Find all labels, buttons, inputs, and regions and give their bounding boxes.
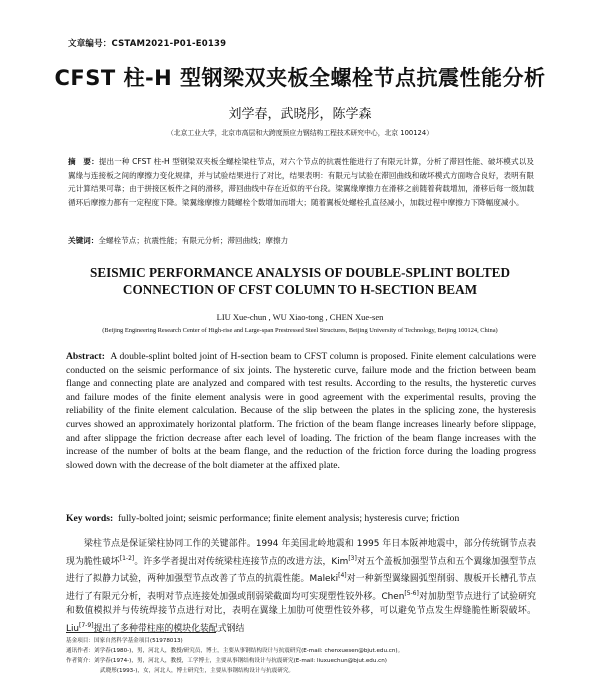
chinese-keywords-text: 全螺栓节点；抗震性能；有限元分析；滞回曲线；摩擦力 [98,236,289,245]
footnote-fund: 基金项目：国家自然科学基金项目(51978013) [66,638,183,644]
english-title-line-2: CONNECTION OF CFST COLUMN TO H-SECTION BEAM [122,282,478,297]
english-title [40,264,560,298]
chinese-title: CFST 柱-H 型钢梁双夹板全螺栓节点抗震性能分析 [54,66,546,90]
citation-ref: [3] [348,554,357,562]
english-abstract [66,350,536,472]
article-number: 文章编号：CSTAM2021-P01-E0139 [68,39,227,49]
body-text-segment: 。许多学者提出对传统梁柱连接节点的改进方法，Kim [134,556,349,567]
chinese-keywords-label: 关键词： [68,236,99,245]
english-keywords-label: Key words: [66,513,114,524]
english-keywords-text: fully-bolted joint; seismic performance; finite element analysis; hysteresis curve; friction [117,513,460,524]
footnote-author-bio: 作者简介：刘学春(1974-)，男，河北人，教授，工学博士，主要从事钢结构设计与抗震研究(E-mail: liuxuechun@bjut.edu.cn) [66,658,387,664]
citation-ref: [5-6] [404,589,419,597]
english-abstract-text: A double-splint bolted joint of H-section beam to CFST column is proposed. Finite element calculations were conducted on the seismic performance of six joints. The hysteretic curve, failure mode and the friction between beam flange and connecting plate are analyzed and compared with test results. According to the results, the hysteretic curves and failure modes of the finite element analysis were in good agreement with the experimental results, proving the reliability of the finite element calculation. Because of the slip between the plates in the splicing zone, the hysteresis curves showed an approximately horizontal platform. The friction of the beam flange increases linearly before slippage, and after slippage the friction decrease after each level of loading. The friction of the beam flange increases with the increase of the number of bolts at the beam flange, and the reduction of the friction force during the loading progress slowed down with the decrease of the bolt diameter at the affixed plate. [66,351,536,471]
english-affiliation: (Beijing Engineering Research Center of High-rise and Large-span Prestressed Steel Structures, Beijing University of Technology, Beijing 100124, China) [102,327,498,334]
chinese-abstract [68,155,534,209]
footnote-author-bio: 武晓彤(1993-)，女，河北人，博士研究生，主要从事钢结构设计与抗震研究。 [100,668,295,674]
english-keywords [66,513,536,524]
body-text-segment: 梁柱节点是保证梁柱协同工作的关键部件。1994 年美国北岭地震和 1995 年日本阪神地震中，部分传统钢节点表现为脆性破坏 [66,539,536,567]
body-paragraph [66,537,536,636]
chinese-keywords [68,235,534,246]
chinese-abstract-label: 摘 要： [68,157,99,166]
body-text-segment: 对一种新型翼缘圆弧型削弱、腹板开长槽孔节点进行了有限元分析，表明对节点连接处加强或削弱梁截面均可实现塑性铰外移。Chen [66,574,537,602]
footnote-corresponding-author: 通讯作者：刘学春(1980-)，男，河北人，教授/研究员，博士，主要从事钢结构设计与抗震研究(E-mail: chenxuesen@bjut.edu.cn)。 [66,648,404,654]
body-text-segment: 对加肋型节点进行了试验研究和数值模拟并与传统焊接节点进行对比，表明在翼缘上加肋可使塑性铰外移，可以避免节点发生焊缝脆性断裂破坏。Liu [66,591,537,634]
chinese-abstract-text: 提出一种 CFST 柱-H 型钢梁双夹板全螺栓梁柱节点，对六个节点的抗震性能进行了有限元计算，分析了滞回性能、破坏模式以及翼缘与连接板之间的摩擦力变化规律，并与试验结果进行了对比，结果表明：有限元与试验在滞回曲线和破坏模式方面吻合良好，表明有限元计算结果可靠；由于拼接区板件之间的滑移，滞回曲线中存在近似的平台段。梁翼缘摩擦力在滑移之前随着荷载增加，滑移后每一级加载循环后摩擦力都有一定程度下降。梁翼缘摩擦力随螺栓个数增加而增大；随着翼板处螺栓孔直径减小，加载过程中摩擦力下降幅度减小。 [68,157,534,207]
chinese-authors: 刘学春，武晓彤，陈学森 [228,107,372,122]
body-text-segment: 对五个盖板加强型节点和五个翼缘加强型节点进行了拟静力试验，两种加强型节点改善了节点的抗震性能。Maleki [66,556,536,585]
english-title-line-1: SEISMIC PERFORMANCE ANALYSIS OF DOUBLE-SPLINT BOLTED [89,265,511,280]
chinese-affiliation: （北京工业大学，北京市高层和大跨度预应力钢结构工程技术研究中心，北京 100124） [167,129,433,137]
english-authors: LIU Xue-chun , WU Xiao-tong , CHEN Xue-sen [216,312,384,322]
citation-ref: [7-9] [79,621,94,629]
body-text-segment: 提出了多种带柱座的模块化装配式钢结 [93,623,245,634]
citation-ref: [4] [338,572,347,580]
english-abstract-label: Abstract: [66,351,105,362]
footnotes [66,636,536,676]
footnote-divider [66,632,216,633]
citation-ref: [1-2] [119,554,135,562]
